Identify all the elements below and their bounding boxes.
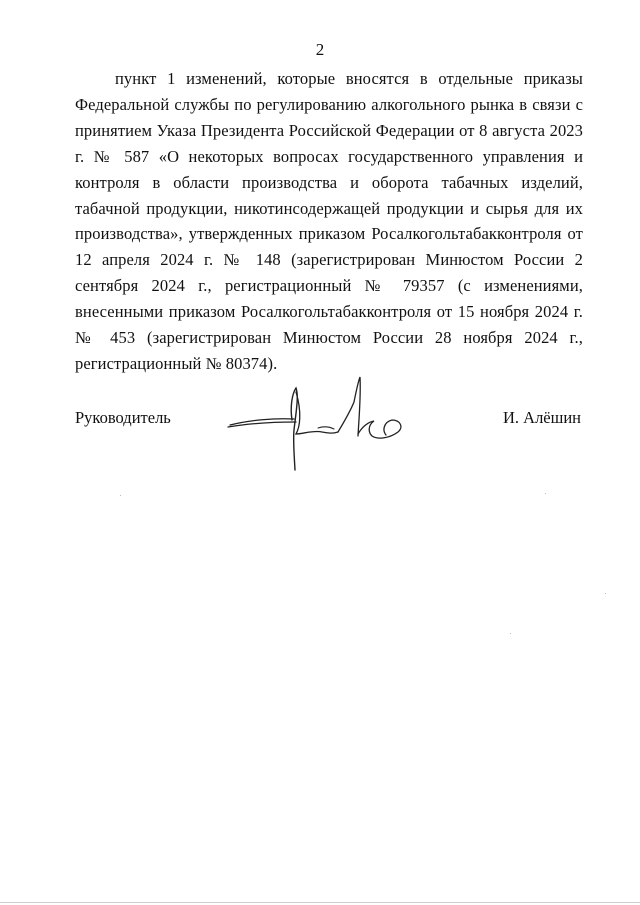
body-paragraph: пункт 1 изменений, которые вносятся в отдельные приказы Федеральной службы по регулированию алкогольного рынка в связи с принятием Указа Президента Российской Федерации от 8 августа 2023 г. № 587 «О некоторых вопросах государственного управления и контроля в области производства и оборота табачных изделий, табачной продукции, никотинсодержащей продукции и сырья для их производства», утвержденных приказом Росалкогольтабакконтроля от 12 апреля 2024 г. № 148 (зарегистрирован Минюстом России 2 сентября 2024 г., регистрационный № 79357 (с изменениями, внесенными приказом Росалкогольтабакконтроля от 15 ноября 2024 г. № 453 (зарегистрирован Минюстом России 28 ноября 2024 г., регистрационный № 80374). <box>75 69 583 373</box>
signatory-name: И. Алёшин <box>502 408 581 427</box>
handwritten-signature <box>222 372 412 476</box>
page-number: 2 <box>315 40 325 59</box>
signatory-role: Руководитель <box>75 408 171 427</box>
page-bottom-edge <box>0 902 640 903</box>
